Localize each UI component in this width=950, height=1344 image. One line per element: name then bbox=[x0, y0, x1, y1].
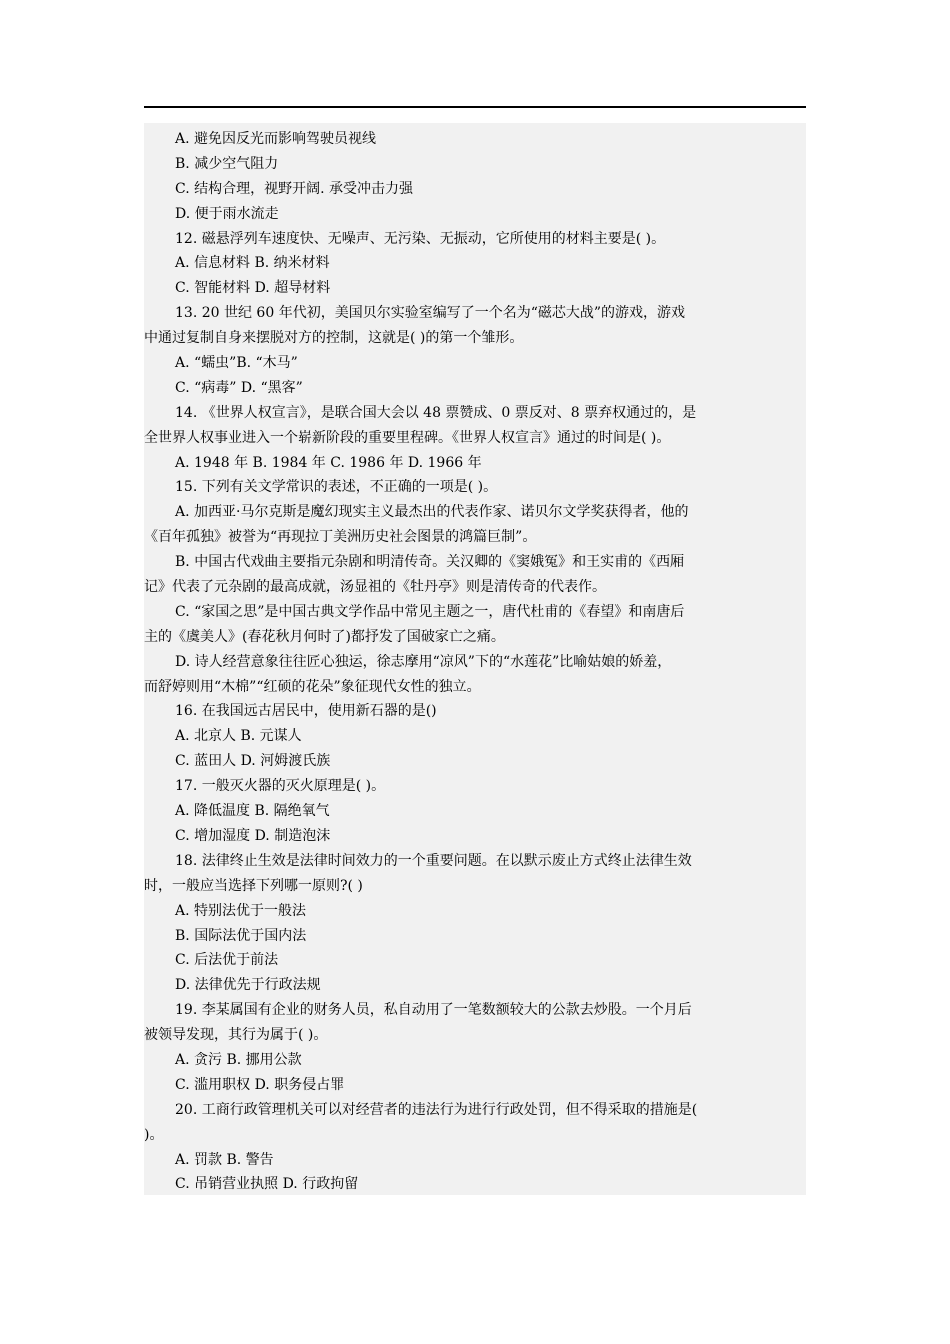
text-line: 17. 一般灭火器的灭火原理是( )。 bbox=[175, 778, 386, 795]
text-line: 被领导发现，其行为属于( )。 bbox=[144, 1027, 328, 1044]
text-lines bbox=[144, 123, 806, 1197]
text-line: 主的《虞美人》(春花秋月何时了)都抒发了国破家亡之痛。 bbox=[144, 628, 505, 645]
text-line: D. 法律优先于行政法规 bbox=[175, 977, 321, 994]
text-line: B. 国际法优于国内法 bbox=[175, 927, 307, 944]
text-line: 全世界人权事业进入一个崭新阶段的重要里程碑。《世界人权宣言》通过的时间是( )。 bbox=[144, 429, 671, 446]
text-line: C. 后法优于前法 bbox=[175, 952, 279, 969]
text-line: 《百年孤独》被誉为“再现拉丁美洲历史社会图景的鸿篇巨制”。 bbox=[144, 529, 537, 546]
text-line: C. 吊销营业执照 D. 行政拘留 bbox=[175, 1176, 359, 1193]
text-line: A. 降低温度 B. 隔绝氧气 bbox=[175, 803, 330, 820]
text-line: 20. 工商行政管理机关可以对经营者的违法行为进行行政处罚，但不得采取的措施是( bbox=[175, 1101, 698, 1118]
text-line: 19. 李某属国有企业的财务人员，私自动用了一笔数额较大的公款去炒股。一个月后 bbox=[175, 1002, 692, 1019]
text-line: 14. 《世界人权宣言》，是联合国大会以 48 票赞成、0 票反对、8 票弃权通过的，是 bbox=[175, 404, 697, 421]
text-line: 16. 在我国远古居民中，使用新石器的是() bbox=[175, 703, 437, 720]
text-line: C. “家国之思”是中国古典文学作品中常见主题之一，唐代杜甫的《春望》和南唐后 bbox=[175, 603, 685, 620]
text-line: B. 中国古代戏曲主要指元杂剧和明清传奇。关汉卿的《窦娥冤》和王实甫的《西厢 bbox=[175, 554, 685, 571]
text-line: 12. 磁悬浮列车速度快、无噪声、无污染、无振动，它所使用的材料主要是( )。 bbox=[175, 230, 666, 247]
text-line: C. 蓝田人 D. 河姆渡氏族 bbox=[175, 753, 331, 770]
text-line: 时，一般应当选择下列哪一原则?( ) bbox=[144, 877, 363, 894]
text-line: B. 减少空气阻力 bbox=[175, 155, 279, 172]
text-line: C. “病毒” D. “黑客” bbox=[175, 379, 303, 396]
text-line: A. 加西亚·马尔克斯是魔幻现实主义最杰出的代表作家、诺贝尔文学奖获得者，他的 bbox=[175, 504, 689, 521]
text-line: 18. 法律终止生效是法律时间效力的一个重要问题。在以默示废止方式终止法律生效 bbox=[175, 852, 692, 869]
text-line: C. 滥用职权 D. 职务侵占罪 bbox=[175, 1076, 345, 1093]
text-line: A. “蠕虫”B. “木马” bbox=[175, 355, 298, 372]
text-line: 13. 20 世纪 60 年代初，美国贝尔实验室编写了一个名为“磁芯大战”的游戏，游戏 bbox=[175, 305, 686, 322]
text-line: D. 诗人经营意象往往匠心独运，徐志摩用“凉风”下的“水莲花”比喻姑娘的娇羞， bbox=[175, 653, 672, 670]
text-line: )。 bbox=[144, 1126, 164, 1143]
text-line: A. 北京人 B. 元谋人 bbox=[175, 728, 302, 745]
text-line: 记》代表了元杂剧的最高成就，汤显祖的《牡丹亭》则是清传奇的代表作。 bbox=[144, 579, 606, 596]
text-line: 15. 下列有关文学常识的表述，不正确的一项是( )。 bbox=[175, 479, 498, 496]
text-line: C. 结构合理，视野开阔. 承受冲击力强 bbox=[175, 180, 414, 197]
text-line: C. 智能材料 D. 超导材料 bbox=[175, 280, 331, 297]
text-line: A. 贪污 B. 挪用公款 bbox=[175, 1051, 302, 1068]
text-line: 而舒婷则用“木棉”“红硕的花朵”象征现代女性的独立。 bbox=[144, 678, 481, 695]
text-line: A. 罚款 B. 警告 bbox=[175, 1151, 274, 1168]
document-body bbox=[144, 123, 806, 1195]
header-rule bbox=[144, 106, 806, 108]
text-line: C. 增加湿度 D. 制造泡沫 bbox=[175, 827, 331, 844]
text-line: A. 特别法优于一般法 bbox=[175, 902, 307, 919]
text-line: A. 避免因反光而影响驾驶员视线 bbox=[175, 131, 377, 147]
text-line: A. 1948 年 B. 1984 年 C. 1986 年 D. 1966 年 bbox=[175, 454, 482, 471]
text-line: A. 信息材料 B. 纳米材料 bbox=[175, 255, 330, 272]
text-line: D. 便于雨水流走 bbox=[175, 205, 279, 222]
text-line: 中通过复制自身来摆脱对方的控制，这就是( )的第一个雏形。 bbox=[144, 330, 524, 347]
